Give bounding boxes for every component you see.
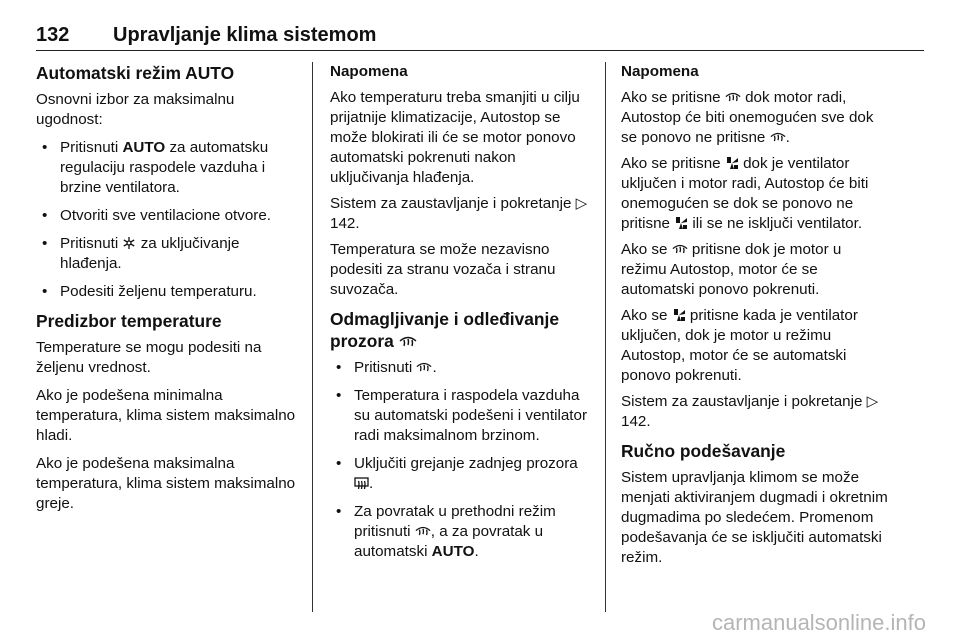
bullet-list (36, 138, 296, 302)
list-item: • Pritisnuti za uključivanje hlađenja. (36, 234, 296, 274)
note-box (621, 62, 891, 386)
paragraph: Sistem upravljanja klimom se može menjati aktiviranjem dugmadi i okretnim dugmadima po sledećem. Promenom podešavanja će se isključiti automatski režim. (621, 469, 888, 566)
section-heading-temperature: Predizbor temperature (36, 311, 222, 331)
paragraph: Ako je podešena minimalna temperatura, klima sistem maksimalno hladi. (36, 387, 296, 444)
note-paragraph: Sistem za zaustavljanje i pokretanje ▷ 142. (330, 195, 588, 232)
windscreen-defrost-icon (725, 91, 741, 104)
windscreen-defrost-icon (672, 243, 688, 256)
list-item: • Pritisnuti . (330, 358, 596, 378)
list-item: • Podesiti željenu temperaturu. (36, 282, 296, 302)
column-divider (312, 62, 313, 612)
note-paragraph: Ako se pritisne dok je motor u režimu Autostop, motor će se automatski ponovo pokrenuti. (621, 241, 842, 298)
section-heading-auto: Automatski režim AUTO (36, 63, 235, 83)
rear-window-heating-icon (354, 477, 369, 490)
paragraph: Ako je podešena maksimalna temperatura, klima sistem maksimalno greje. (36, 455, 296, 512)
fan-icon (674, 216, 688, 230)
air-conditioning-snowflake-icon (122, 236, 136, 250)
paragraph: Osnovni izbor za maksimalnu ugodnost: (36, 91, 235, 128)
paragraph: Temperature se mogu podesiti na željenu vrednost. (36, 339, 262, 376)
list-item: • Otvoriti sve ventilacione otvore. (36, 206, 296, 226)
page-header (36, 24, 924, 50)
paragraph: Temperatura se može nezavisno podesiti za stranu vozača i stranu suvozača. (330, 241, 556, 298)
column-3 (621, 62, 891, 576)
section-heading-manual: Ručno podešavanje (621, 441, 786, 461)
fan-icon (672, 308, 686, 322)
fan-icon (725, 156, 739, 170)
cross-reference-arrow-icon: ▷ (866, 393, 879, 410)
page-title: Upravljanje klima sistemom (113, 24, 377, 46)
note-paragraph: Ako se pritisne dok motor radi, Autostop će biti onemogućen sve dok se ponovo ne pritisne . (621, 89, 874, 146)
windscreen-defrost-icon (416, 361, 432, 374)
list-item: • Temperatura i raspodela vazduha su automatski podešeni i ventilator radi maksimalnom brzinom. (330, 386, 596, 446)
section-heading-defog: Odmagljivanje i odleđivanje prozora (330, 309, 560, 351)
list-item: • Pritisnuti AUTO za automatsku regulaciju raspodele vazduha i brzine ventilatora. (36, 138, 296, 198)
header-rule (36, 50, 924, 51)
note-title: Napomena (621, 63, 699, 80)
cross-reference-arrow-icon: ▷ (575, 195, 588, 212)
paragraph: Sistem za zaustavljanje i pokretanje ▷ 142. (621, 393, 879, 430)
bullet-list (330, 358, 596, 562)
note-box (330, 62, 596, 234)
column-divider (605, 62, 606, 612)
windscreen-defrost-icon (415, 525, 431, 538)
windscreen-defrost-icon (770, 131, 786, 144)
column-2 (330, 62, 596, 570)
windscreen-defrost-icon (399, 335, 417, 349)
column-1 (36, 62, 296, 522)
list-item: • Za povratak u prethodni režim pritisnuti , a za povratak u automatski AUTO. (330, 502, 596, 562)
note-paragraph: Ako se pritisne kada je ventilator uključen, dok je motor u režimu Autostop, motor će se automatski ponovo pokrenuti. (621, 307, 858, 384)
watermark: carmanualsonline.info (711, 610, 926, 635)
page-number: 132 (36, 24, 70, 46)
note-paragraph: Ako se pritisne dok je ventilator uključen i motor radi, Autostop će biti onemogućen se dok se ponovo ne pritisne ili se ne isključi ventilator. (621, 155, 869, 232)
note-title: Napomena (330, 63, 408, 80)
list-item: • Uključiti grejanje zadnjeg prozora . (330, 454, 596, 494)
note-paragraph: Ako temperaturu treba smanjiti u cilju prijatnije klimatizacije, Autostop se može blokirati ili će se motor ponovo automatski pokrenuti nakon uključivanja hlađenja. (330, 89, 580, 186)
